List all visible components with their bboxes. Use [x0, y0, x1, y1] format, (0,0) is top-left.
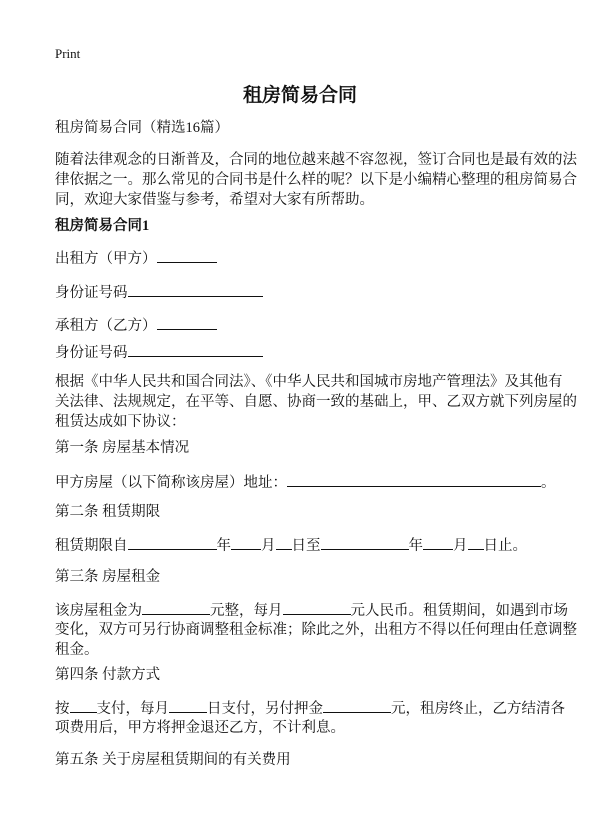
end-month-blank[interactable] [423, 535, 453, 550]
payment-day-blank[interactable] [169, 698, 207, 713]
lessee-id-line [55, 342, 263, 363]
page-title: 租房简易合同 [242, 84, 357, 106]
rent-text: 元整，每月 [210, 603, 283, 619]
address-label: 甲方房屋（以下简称该房屋）地址： [55, 475, 287, 491]
lessor-label: 出租方（甲方） [55, 251, 157, 267]
subtitle: 租房简易合同（精选16篇） [55, 120, 229, 136]
month-label: 月 [261, 538, 276, 554]
intro-line: 随着法律观念的日渐普及，合同的地位越来越不容忽视，签订合同也是最有效的法 [55, 152, 577, 168]
payment-text: 日支付，另付押金 [207, 701, 323, 717]
rent-line: 变化，双方可另行协商调整租金标准；除此之外，出租方不得以任何理由任意调整 [55, 622, 577, 638]
end-day-blank[interactable] [468, 535, 484, 550]
article-2-heading: 第二条 租赁期限 [55, 504, 161, 520]
article-3-heading: 第三条 房屋租金 [55, 569, 161, 585]
rent-line [55, 600, 568, 621]
lessor-blank[interactable] [157, 248, 217, 263]
article-1-heading: 第一条 房屋基本情况 [55, 440, 190, 456]
article-4-heading: 第四条 付款方式 [55, 667, 161, 683]
basis-line: 根据《中华人民共和国合同法》、《中华人民共和国城市房地产管理法》及其他有 [55, 374, 563, 390]
address-end: 。 [541, 475, 556, 491]
term-label: 租赁期限自 [55, 538, 128, 554]
article-5-heading: 第五条 关于房屋租赁期间的有关费用 [55, 752, 291, 768]
term-end: 日止。 [483, 538, 527, 554]
end-year-blank[interactable] [321, 535, 409, 550]
lessee-label: 承租方（乙方） [55, 318, 157, 334]
section-heading: 租房简易合同1 [55, 218, 150, 234]
lessor-line [55, 248, 217, 269]
intro-line: 同，欢迎大家借鉴与参考，希望对大家有所帮助。 [55, 192, 374, 208]
rent-monthly-blank[interactable] [283, 600, 351, 615]
lessor-id-line [55, 282, 263, 303]
start-day-blank[interactable] [276, 535, 292, 550]
basis-line: 租赁达成如下协议： [55, 414, 186, 430]
term-line [55, 535, 527, 556]
start-year-blank[interactable] [128, 535, 217, 550]
payment-text: 按 [55, 701, 70, 717]
start-month-blank[interactable] [231, 535, 261, 550]
basis-line: 关法律、法规规定，在平等、自愿、协商一致的基础上，甲、乙双方就下列房屋的 [55, 394, 577, 410]
payment-text: 支付，每月 [96, 701, 169, 717]
intro-line: 律依据之一。那么常见的合同书是什么样的呢？以下是小编精心整理的租房简易合 [55, 172, 577, 188]
lessee-blank[interactable] [157, 315, 217, 330]
payment-line [55, 698, 565, 719]
print-link[interactable]: Print [55, 46, 81, 61]
payment-method-blank[interactable] [70, 698, 97, 713]
lessee-id-blank[interactable] [128, 342, 263, 357]
year-label: 年 [408, 538, 423, 554]
address-line [55, 472, 556, 493]
year-label: 年 [216, 538, 231, 554]
rent-total-blank[interactable] [142, 600, 210, 615]
payment-text: 元，租房终止，乙方结清各 [391, 701, 565, 717]
rent-text: 元人民币。租赁期间，如遇到市场 [350, 603, 568, 619]
month-label: 月 [453, 538, 468, 554]
rent-text: 该房屋租金为 [55, 603, 142, 619]
address-blank[interactable] [287, 472, 541, 487]
payment-line: 项费用后，甲方将押金退还乙方，不计利息。 [55, 720, 345, 736]
lessee-line [55, 315, 217, 336]
day-to-label: 日至 [291, 538, 321, 554]
id-label: 身份证号码 [55, 345, 128, 361]
lessor-id-blank[interactable] [128, 282, 263, 297]
id-label: 身份证号码 [55, 285, 128, 301]
rent-line: 租金。 [55, 642, 99, 658]
deposit-blank[interactable] [323, 698, 391, 713]
